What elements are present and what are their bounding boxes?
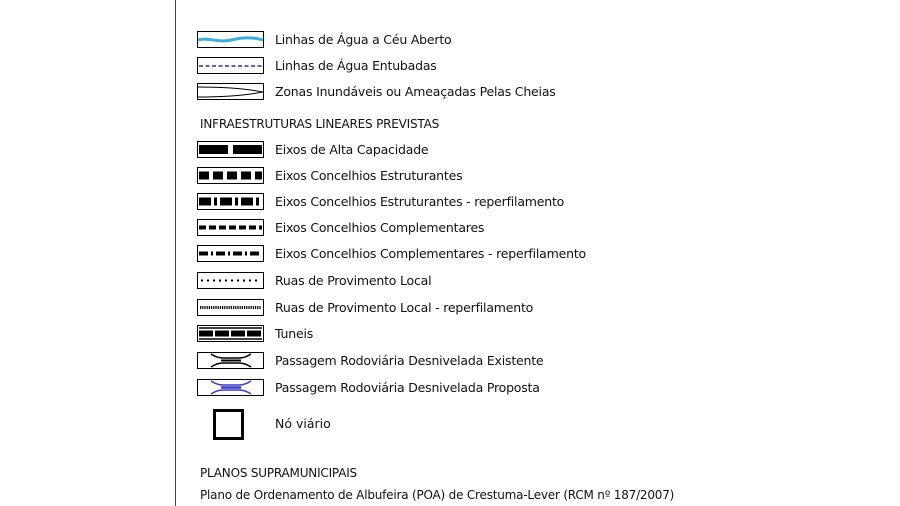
legend-row-structuring-reprofiling [197, 191, 564, 211]
legend-label: Eixos de Alta Capacidade [275, 141, 429, 157]
road-node-label: Nó viário [275, 416, 331, 431]
legend-label: Tuneis [275, 325, 314, 341]
legend-row-high-capacity [197, 139, 428, 159]
road-node-icon [213, 409, 244, 440]
complementary-axis-icon [197, 219, 264, 236]
legend-label: Eixos Concelhios Complementares - reperfilamento [275, 245, 586, 261]
legend-row-piped-water [197, 55, 437, 75]
legend-row-proposed-overpass [197, 377, 540, 397]
legend-row-existing-overpass [197, 350, 543, 370]
legend-label: Eixos Concelhios Estruturantes [275, 167, 463, 183]
legend-label: Linhas de Água Entubadas [275, 57, 437, 73]
local-street-reprofiling-icon [197, 299, 264, 316]
local-street-icon [197, 272, 264, 289]
structuring-axis-reprofiling-icon [197, 193, 264, 210]
legend-row-local-street-reprofiling [197, 297, 533, 317]
legend-label: Ruas de Provimento Local [275, 272, 432, 288]
legend-row-flood-zone [197, 81, 556, 101]
legend-label: Linhas de Água a Céu Aberto [275, 31, 452, 47]
legend-row-complementary-reprofiling [197, 243, 586, 263]
high-capacity-axis-icon [197, 141, 264, 158]
structuring-axis-icon [197, 167, 264, 184]
legend-label: Passagem Rodoviária Desnivelada Existente [275, 352, 544, 368]
complementary-axis-reprofiling-icon [197, 245, 264, 262]
legend-row-open-water [197, 29, 451, 49]
tunnel-icon [197, 325, 264, 342]
frame-divider-line [175, 0, 176, 506]
section-heading-infra: INFRAESTRUTURAS LINEARES PREVISTAS [200, 117, 440, 131]
legend-row-complementary [197, 217, 484, 237]
legend-label: Passagem Rodoviária Desnivelada Proposta [275, 379, 540, 395]
plan-description: Plano de Ordenamento de Albufeira (POA) de Crestuma-Lever (RCM nº 187/2007) [200, 488, 675, 502]
legend-label: Eixos Concelhios Complementares [275, 219, 485, 235]
legend-row-local-street [197, 270, 431, 290]
legend-label: Eixos Concelhios Estruturantes - reperfilamento [275, 193, 565, 209]
proposed-overpass-icon [197, 379, 264, 396]
flood-zone-icon [197, 83, 264, 100]
section-heading-plans: PLANOS SUPRAMUNICIPAIS [200, 466, 357, 480]
open-water-line-icon [197, 31, 264, 48]
legend-label: Zonas Inundáveis ou Ameaçadas Pelas Cheias [275, 83, 556, 99]
piped-water-line-icon [197, 57, 264, 74]
existing-overpass-icon [197, 352, 264, 369]
legend-row-tunnel [197, 323, 313, 343]
legend-label: Ruas de Provimento Local - reperfilamento [275, 299, 534, 315]
legend-row-structuring [197, 165, 462, 185]
